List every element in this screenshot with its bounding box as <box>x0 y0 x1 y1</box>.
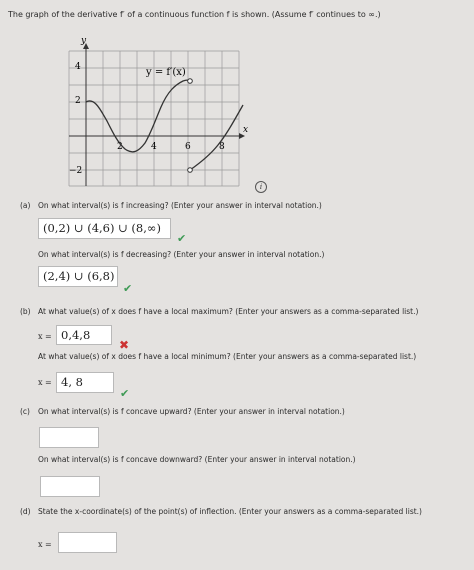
x-tick-4: 4 <box>151 142 157 152</box>
part-b-question-2: At what value(s) of x does f have a local minimum? (Enter your answers as a comma-separated list.) <box>38 352 417 361</box>
open-endpoint-low <box>188 168 193 173</box>
x-tick-8: 8 <box>219 142 225 152</box>
part-c-question-1: On what interval(s) is f concave upward? (Enter your answer in interval notation.) <box>38 407 345 416</box>
curve-label: y = f′(x) <box>146 67 186 78</box>
part-c-question-2: On what interval(s) is f concave downward? (Enter your answer in interval notation.) <box>38 455 356 464</box>
concave-down-input[interactable] <box>40 476 100 497</box>
part-b-question-1: At what value(s) of x does f have a local maximum? (Enter your answers as a comma-separated list.) <box>38 307 419 316</box>
decreasing-interval-value: (2,4) ∪ (6,8) <box>43 269 115 283</box>
check-icon: ✔ <box>120 387 130 400</box>
part-a-question-1: On what interval(s) is f increasing? (Enter your answer in interval notation.) <box>38 201 322 210</box>
local-max-value: 0,4,8 <box>61 328 91 342</box>
increasing-interval-value: (0,2) ∪ (4,6) ∪ (8,∞) <box>43 221 161 235</box>
derivative-curve-right <box>190 105 243 170</box>
y-tick-neg2: −2 <box>69 166 83 176</box>
inflection-input[interactable] <box>58 532 117 553</box>
y-tick-2: 2 <box>75 96 81 106</box>
part-d-question-1: State the x-coordinate(s) of the point(s) of inflection. (Enter your answers as a comma-separated list.) <box>38 507 422 516</box>
local-min-value: 4, 8 <box>61 375 83 389</box>
problem-statement: The graph of the derivative f′ of a continuous function f is shown. (Assume f′ continues to ∞.) <box>8 10 381 19</box>
x-equals-label: x = <box>38 332 52 341</box>
x-axis-label: x <box>243 125 249 135</box>
open-endpoint <box>188 79 193 84</box>
y-axis-label: y <box>81 36 87 46</box>
x-equals-label: x = <box>38 378 52 387</box>
part-d-marker: (d) <box>20 507 31 516</box>
cross-icon: ✖ <box>119 338 130 352</box>
y-tick-4: 4 <box>75 62 81 72</box>
part-a-marker: (a) <box>20 201 31 210</box>
x-tick-2: 2 <box>117 142 123 152</box>
x-tick-6: 6 <box>185 142 191 152</box>
derivative-curve <box>86 80 190 152</box>
part-c-marker: (c) <box>20 407 30 416</box>
derivative-graph <box>55 33 249 193</box>
check-icon: ✔ <box>177 232 187 245</box>
concave-up-input[interactable] <box>39 427 99 448</box>
part-a-question-2: On what interval(s) is f decreasing? (Enter your answer in interval notation.) <box>38 250 325 259</box>
x-equals-label: x = <box>38 540 52 549</box>
check-icon: ✔ <box>123 282 133 295</box>
info-circle-icon[interactable]: i <box>255 181 267 193</box>
part-b-marker: (b) <box>20 307 31 316</box>
